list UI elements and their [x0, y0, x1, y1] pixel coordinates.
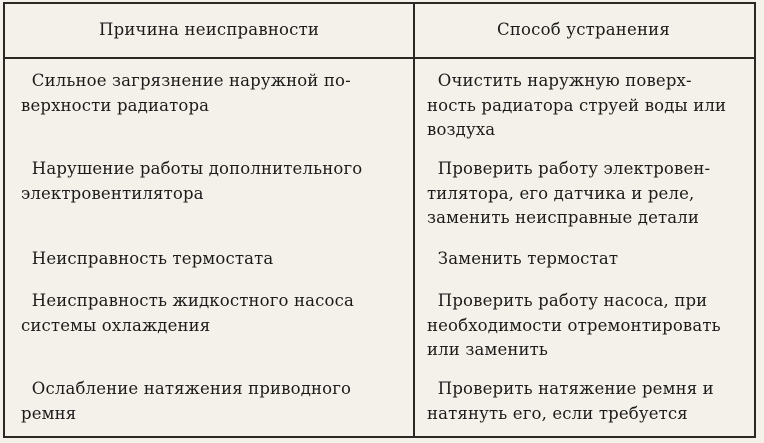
row-2-cause: Нарушение работы дополнительного электровентилятора	[21, 159, 363, 203]
row-4-cause: Неисправность жидкостного насоса системы охлаждения	[21, 291, 354, 335]
row-1-cause: Сильное загрязнение наружной по- верхности радиатора	[21, 71, 351, 115]
row-1-remedy: Очистить наружную поверх- ность радиатора струей воды или воздуха	[427, 71, 727, 139]
header-remedy: Способ устранения	[497, 20, 670, 39]
header-cause: Причина неисправности	[99, 20, 320, 39]
row-5-remedy: Проверить натяжение ремня и натянуть его, если требуется	[427, 379, 714, 423]
table-header-row	[5, 4, 754, 59]
row-3-remedy: Заменить термостат	[427, 249, 619, 268]
row-4-remedy: Проверить работу насоса, при необходимости отремонтировать или заменить	[427, 291, 721, 359]
row-5-cause: Ослабление натяжения приводного ремня	[21, 379, 352, 423]
row-3-cause: Неисправность термостата	[21, 249, 274, 268]
column-divider	[413, 4, 415, 436]
row-2-remedy: Проверить работу электровен- тилятора, его датчика и реле, заменить неисправные детали	[427, 159, 711, 227]
fault-table	[3, 2, 756, 438]
